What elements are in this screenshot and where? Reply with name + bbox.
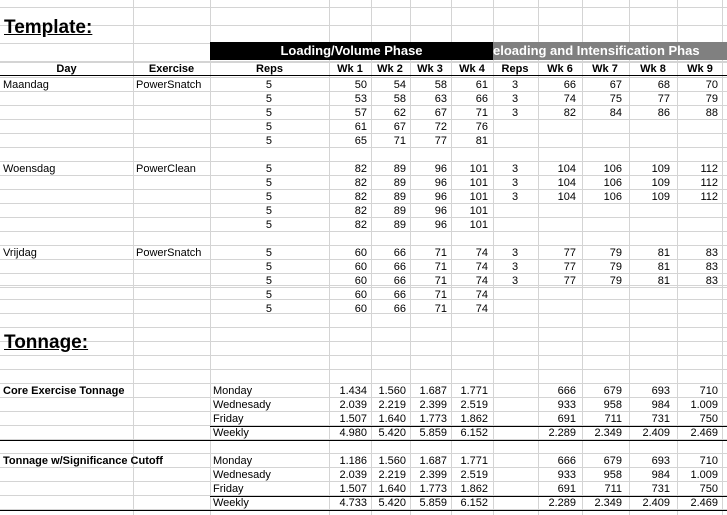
value-cell: 62	[393, 107, 406, 119]
value-cell: 71	[434, 247, 447, 259]
value-cell: 76	[475, 121, 488, 133]
header-wk6: Wk 6	[547, 63, 573, 75]
value-cell: 60	[354, 303, 367, 315]
value-cell	[630, 134, 670, 148]
tonnage-value-cell: 691	[557, 483, 576, 495]
value-cell: 63	[434, 93, 447, 105]
value-cell	[630, 120, 670, 134]
value-cell: 50	[354, 79, 367, 91]
tonnage-value-cell: 693	[651, 455, 670, 467]
value-cell: 101	[469, 163, 488, 175]
value-cell	[630, 302, 670, 316]
value-cell: 3	[511, 163, 519, 175]
tonnage-value-cell: 5.420	[378, 427, 406, 439]
value-cell: 104	[557, 177, 576, 189]
tonnage-value-cell: 1.640	[378, 413, 406, 425]
tonnage-value-cell: 691	[557, 413, 576, 425]
tonnage-value-cell: 933	[557, 399, 576, 411]
value-cell: 112	[700, 191, 718, 203]
tonnage-value-cell: 711	[604, 483, 622, 495]
tonnage-value-cell: 2.219	[378, 399, 406, 411]
tonnage-value-cell: 1.186	[339, 455, 367, 467]
value-cell: 109	[651, 177, 670, 189]
weekly-bottom-border	[0, 510, 727, 511]
value-cell: 89	[393, 191, 406, 203]
value-cell	[582, 302, 622, 316]
reps-cell: 5	[265, 135, 272, 147]
value-cell: 101	[469, 219, 488, 231]
tonnage-value-cell: 2.039	[339, 469, 367, 481]
tonnage-value-cell: 1.862	[460, 413, 488, 425]
value-cell: 58	[434, 79, 447, 91]
value-cell	[582, 218, 622, 232]
value-cell	[630, 204, 670, 218]
tonnage-value-cell: 679	[603, 385, 622, 397]
value-cell: 112	[700, 177, 718, 189]
header-wk9: Wk 9	[687, 63, 713, 75]
value-cell: 77	[434, 135, 447, 147]
value-cell	[536, 288, 576, 302]
value-cell: 57	[354, 107, 367, 119]
value-cell: 3	[511, 107, 519, 119]
tonnage-value-cell: 984	[651, 469, 670, 481]
value-cell: 86	[657, 107, 670, 119]
tonnage-value-cell: 2.349	[594, 497, 622, 509]
value-cell: 66	[563, 79, 576, 91]
tonnage-value-cell: 1.009	[690, 399, 718, 411]
tonnage-value-cell: 711	[604, 413, 622, 425]
value-cell: 89	[393, 219, 406, 231]
tonnage-value-cell: 1.862	[460, 483, 488, 495]
tonnage-value-cell: 4.733	[339, 497, 367, 509]
exercise-label: PowerSnatch	[136, 247, 202, 259]
value-cell: 54	[393, 79, 406, 91]
tonnage-value-cell: 958	[603, 399, 622, 411]
value-cell: 3	[511, 93, 519, 105]
value-cell: 74	[475, 247, 488, 259]
header-wk4: Wk 4	[459, 63, 485, 75]
tonnage-value-cell: 679	[603, 455, 622, 467]
weekly-top-border	[210, 496, 727, 497]
value-cell: 60	[354, 289, 367, 301]
header-exercise: Exercise	[148, 63, 195, 75]
value-cell	[582, 288, 622, 302]
value-cell: 96	[434, 163, 447, 175]
row-gridline	[0, 7, 727, 8]
value-cell: 82	[354, 163, 367, 175]
value-cell: 65	[354, 135, 367, 147]
tonnage-value-cell: 5.859	[419, 427, 447, 439]
tonnage-value-cell: 2.409	[642, 497, 670, 509]
value-cell	[500, 302, 530, 316]
tonnage-value-cell: 750	[699, 413, 718, 425]
value-cell: 60	[354, 261, 367, 273]
value-cell: 83	[705, 261, 718, 273]
tonnage-value-cell: 2.399	[419, 399, 447, 411]
value-cell: 68	[657, 79, 670, 91]
value-cell: 104	[557, 163, 576, 175]
tonnage-value-cell: 1.009	[690, 469, 718, 481]
header-wk2: Wk 2	[377, 63, 403, 75]
value-cell: 60	[354, 247, 367, 259]
value-cell: 3	[511, 275, 519, 287]
reps-cell: 5	[265, 93, 272, 105]
value-cell	[630, 288, 670, 302]
tonnage-value-cell: 731	[651, 413, 670, 425]
tonnage-value-cell: 1.773	[419, 413, 447, 425]
value-cell: 58	[393, 93, 406, 105]
value-cell: 74	[475, 261, 488, 273]
value-cell: 96	[434, 219, 447, 231]
value-cell: 3	[511, 247, 519, 259]
value-cell: 67	[609, 79, 622, 91]
tonnage-value-cell: 710	[699, 455, 718, 467]
value-cell: 70	[705, 79, 718, 91]
row-gridline	[0, 355, 727, 356]
value-cell: 60	[354, 275, 367, 287]
tonnage-group-label: Core Exercise Tonnage	[3, 385, 125, 397]
value-cell	[500, 204, 530, 218]
tonnage-value-cell: 1.434	[339, 385, 367, 397]
tonnage-value-cell: 1.687	[419, 385, 447, 397]
value-cell: 77	[563, 275, 576, 287]
tonnage-day-label: Wednesady	[213, 399, 271, 411]
value-cell: 81	[657, 247, 670, 259]
value-cell: 67	[393, 121, 406, 133]
value-cell: 81	[657, 275, 670, 287]
reps-cell: 5	[265, 261, 272, 273]
tonnage-value-cell: 750	[699, 483, 718, 495]
reps-cell: 5	[265, 79, 272, 91]
tonnage-value-cell: 1.507	[339, 483, 367, 495]
tonnage-group-label: Tonnage w/Significance Cutoff	[3, 455, 163, 467]
value-cell: 71	[434, 261, 447, 273]
header-day: Day	[56, 63, 77, 75]
value-cell: 66	[393, 247, 406, 259]
tonnage-value-cell: 1.560	[378, 385, 406, 397]
value-cell: 3	[511, 261, 519, 273]
tonnage-value-cell: 666	[557, 385, 576, 397]
tonnage-day-label: Weekly	[213, 427, 249, 439]
value-cell: 79	[609, 275, 622, 287]
tonnage-value-cell: 2.039	[339, 399, 367, 411]
reps-cell: 5	[265, 289, 272, 301]
value-cell: 74	[475, 275, 488, 287]
value-cell: 71	[393, 135, 406, 147]
tonnage-value-cell: 2.469	[690, 497, 718, 509]
value-cell: 82	[354, 177, 367, 189]
tonnage-value-cell: 1.507	[339, 413, 367, 425]
reps-cell: 5	[265, 275, 272, 287]
day-label: Woensdag	[3, 163, 56, 175]
tonnage-value-cell: 2.409	[642, 427, 670, 439]
tonnage-value-cell: 2.219	[378, 469, 406, 481]
value-cell	[536, 218, 576, 232]
value-cell: 61	[354, 121, 367, 133]
tonnage-value-cell: 6.152	[460, 427, 488, 439]
value-cell	[500, 218, 530, 232]
day-label: Vrijdag	[3, 247, 37, 259]
value-cell	[678, 302, 718, 316]
value-cell: 112	[700, 163, 718, 175]
value-cell: 74	[475, 289, 488, 301]
tonnage-value-cell: 731	[651, 483, 670, 495]
weekly-bottom-border	[0, 440, 727, 441]
value-cell: 81	[475, 135, 488, 147]
weekly-top-border	[210, 426, 727, 427]
value-cell: 77	[563, 247, 576, 259]
deloading-phase-banner: eloading and Intensification Phas	[493, 42, 727, 60]
tonnage-value-cell: 933	[557, 469, 576, 481]
value-cell	[678, 134, 718, 148]
value-cell: 106	[603, 191, 622, 203]
reps-cell: 5	[265, 163, 272, 175]
value-cell	[500, 120, 530, 134]
tonnage-day-label: Weekly	[213, 497, 249, 509]
value-cell: 82	[354, 205, 367, 217]
reps-cell: 5	[265, 247, 272, 259]
row-gridline	[0, 25, 727, 26]
tonnage-value-cell: 5.859	[419, 497, 447, 509]
tonnage-title: Tonnage:	[4, 332, 89, 353]
template-title: Template:	[4, 17, 93, 38]
value-cell: 101	[469, 177, 488, 189]
tonnage-value-cell: 2.289	[548, 427, 576, 439]
value-cell: 72	[434, 121, 447, 133]
value-cell: 89	[393, 177, 406, 189]
value-cell	[500, 134, 530, 148]
value-cell: 66	[393, 261, 406, 273]
value-cell: 66	[475, 93, 488, 105]
value-cell	[536, 302, 576, 316]
loading-phase-banner: Loading/Volume Phase	[210, 42, 493, 60]
value-cell	[582, 134, 622, 148]
value-cell: 106	[603, 177, 622, 189]
value-cell: 101	[469, 191, 488, 203]
value-cell: 67	[434, 107, 447, 119]
tonnage-value-cell: 2.349	[594, 427, 622, 439]
reps-cell: 5	[265, 303, 272, 315]
value-cell: 82	[354, 219, 367, 231]
value-cell: 81	[657, 261, 670, 273]
value-cell: 79	[609, 261, 622, 273]
tonnage-value-cell: 1.640	[378, 483, 406, 495]
value-cell: 71	[434, 289, 447, 301]
row-gridline	[0, 341, 727, 342]
exercise-label: PowerSnatch	[136, 79, 202, 91]
tonnage-value-cell: 2.519	[460, 469, 488, 481]
value-cell: 77	[657, 93, 670, 105]
value-cell	[678, 288, 718, 302]
reps-cell: 5	[265, 121, 272, 133]
value-cell: 66	[393, 289, 406, 301]
exercise-label: PowerClean	[136, 163, 196, 175]
row-gridline	[0, 327, 727, 328]
header-reps2: Reps	[501, 63, 529, 75]
tonnage-value-cell: 6.152	[460, 497, 488, 509]
value-cell	[678, 120, 718, 134]
value-cell: 83	[705, 247, 718, 259]
value-cell: 96	[434, 191, 447, 203]
value-cell: 109	[651, 163, 670, 175]
value-cell	[500, 288, 530, 302]
tonnage-value-cell: 5.420	[378, 497, 406, 509]
value-cell: 79	[609, 247, 622, 259]
header-wk7: Wk 7	[592, 63, 618, 75]
tonnage-value-cell: 2.289	[548, 497, 576, 509]
value-cell: 3	[511, 79, 519, 91]
value-cell: 82	[354, 191, 367, 203]
tonnage-day-label: Monday	[213, 455, 253, 467]
value-cell: 71	[475, 107, 488, 119]
value-cell: 3	[511, 191, 519, 203]
value-cell: 75	[609, 93, 622, 105]
value-cell: 104	[557, 191, 576, 203]
tonnage-day-label: Friday	[213, 413, 244, 425]
value-cell: 77	[563, 261, 576, 273]
tonnage-value-cell: 2.469	[690, 427, 718, 439]
tonnage-value-cell: 693	[651, 385, 670, 397]
tonnage-value-cell: 1.771	[460, 385, 488, 397]
value-cell: 71	[434, 275, 447, 287]
reps-cell: 5	[265, 219, 272, 231]
tonnage-value-cell: 958	[603, 469, 622, 481]
value-cell: 74	[563, 93, 576, 105]
value-cell	[582, 204, 622, 218]
value-cell: 66	[393, 303, 406, 315]
value-cell: 101	[469, 205, 488, 217]
tonnage-value-cell: 1.687	[419, 455, 447, 467]
value-cell	[536, 134, 576, 148]
value-cell: 61	[475, 79, 488, 91]
value-cell	[536, 204, 576, 218]
value-cell	[582, 120, 622, 134]
header-wk3: Wk 3	[417, 63, 443, 75]
tonnage-value-cell: 984	[651, 399, 670, 411]
tonnage-day-label: Friday	[213, 483, 244, 495]
reps-cell: 5	[265, 177, 272, 189]
tonnage-value-cell: 710	[699, 385, 718, 397]
day-label: Maandag	[3, 79, 49, 91]
value-cell: 89	[393, 163, 406, 175]
value-cell: 3	[511, 177, 519, 189]
reps-cell: 5	[265, 205, 272, 217]
value-cell: 96	[434, 177, 447, 189]
tonnage-value-cell: 2.519	[460, 399, 488, 411]
value-cell	[678, 204, 718, 218]
value-cell: 74	[475, 303, 488, 315]
value-cell: 106	[603, 163, 622, 175]
tonnage-value-cell: 2.399	[419, 469, 447, 481]
tonnage-value-cell: 1.560	[378, 455, 406, 467]
row-gridline	[0, 369, 727, 370]
value-cell: 79	[705, 93, 718, 105]
value-cell: 71	[434, 303, 447, 315]
value-cell: 109	[651, 191, 670, 203]
value-cell	[678, 218, 718, 232]
tonnage-value-cell: 1.771	[460, 455, 488, 467]
value-cell: 88	[705, 107, 718, 119]
tonnage-value-cell: 4.980	[339, 427, 367, 439]
value-cell: 84	[609, 107, 622, 119]
tonnage-day-label: Wednesady	[213, 469, 271, 481]
value-cell: 53	[354, 93, 367, 105]
tonnage-day-label: Monday	[213, 385, 253, 397]
value-cell: 66	[393, 275, 406, 287]
value-cell: 89	[393, 205, 406, 217]
value-cell: 96	[434, 205, 447, 217]
tonnage-value-cell: 666	[557, 455, 576, 467]
tonnage-value-cell: 1.773	[419, 483, 447, 495]
reps-cell: 5	[265, 107, 272, 119]
value-cell: 83	[705, 275, 718, 287]
reps-cell: 5	[265, 191, 272, 203]
header-wk1: Wk 1	[337, 63, 363, 75]
value-cell: 82	[563, 107, 576, 119]
header-reps: Reps	[256, 63, 283, 75]
value-cell	[536, 120, 576, 134]
value-cell	[630, 218, 670, 232]
header-wk8: Wk 8	[640, 63, 666, 75]
